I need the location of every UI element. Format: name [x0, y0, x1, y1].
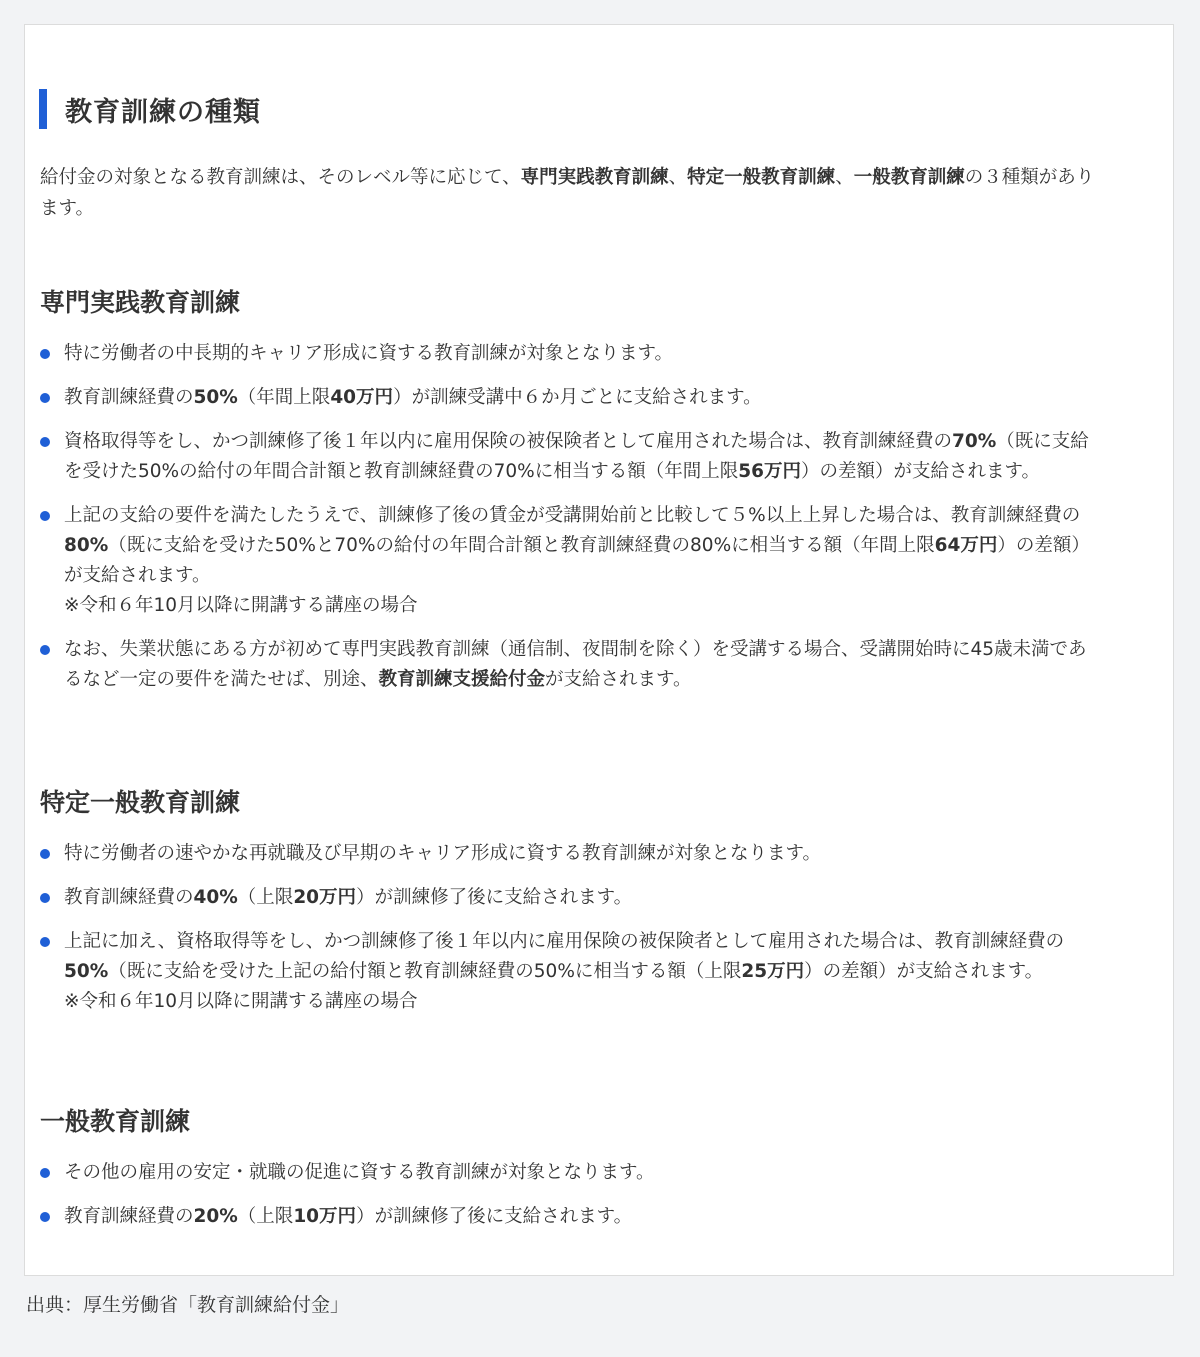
section-heading-tokutei: 特定一般教育訓練	[40, 788, 241, 817]
list-item	[40, 883, 1090, 913]
intro-paragraph	[40, 162, 1100, 224]
list-item-text: ）が訓練修了後に支給されます。	[356, 887, 633, 908]
list-item-text: が支給されます。	[545, 669, 692, 690]
bullet-dot-icon	[40, 849, 50, 859]
list-item	[40, 427, 1090, 487]
list-item	[40, 1202, 1090, 1232]
list-item-bold: 50%	[64, 961, 109, 982]
intro-text: 、	[668, 167, 688, 188]
heading-accent-bar	[39, 89, 47, 129]
list-item-text: （既に支給を受けた上記の給付額と教育訓練経費の50%に相当する額（上限	[108, 961, 742, 982]
bullet-dot-icon	[40, 511, 50, 521]
list-item-text: ）の差額）が支給されます。	[804, 961, 1044, 982]
section-heading-ippan: 一般教育訓練	[40, 1107, 191, 1136]
list-item-note: ※令和６年10月以降に開講する講座の場合	[64, 595, 418, 616]
list-item-text: （年間上限	[237, 387, 331, 408]
list-item-text: 特に労働者の速やかな再就職及び早期のキャリア形成に資する教育訓練が対象となります。	[64, 843, 822, 864]
list-item-text: ）が訓練受講中６か月ごとに支給されます。	[393, 387, 762, 408]
list-item-bold: 20%	[193, 1206, 238, 1227]
list-item-text: （上限	[237, 887, 294, 908]
bullet-dot-icon	[40, 349, 50, 359]
list-item-bold: 56万円	[738, 461, 801, 482]
list-item-text: 教育訓練経費の	[64, 387, 194, 408]
list-item	[40, 383, 1090, 413]
list-item-text: （既に支給を受けた50%と70%の給付の年間合計額と教育訓練経費の80%に相当する額（年間上限	[108, 535, 935, 556]
bullet-dot-icon	[40, 893, 50, 903]
list-item	[40, 339, 1090, 369]
list-item-text: 特に労働者の中長期的キャリア形成に資する教育訓練が対象となります。	[64, 343, 674, 364]
list-item-text: （上限	[237, 1206, 294, 1227]
list-item	[40, 635, 1090, 695]
bullet-dot-icon	[40, 1212, 50, 1222]
list-item-text: 教育訓練経費の	[64, 887, 194, 908]
list-item-text: ）の差額）が支給されます。	[801, 461, 1041, 482]
list-item-bold: 25万円	[741, 961, 805, 982]
list-item	[40, 1158, 1090, 1188]
bullet-dot-icon	[40, 1168, 50, 1178]
list-item-text: 上記の支給の要件を満たしたうえで、訓練修了後の賃金が受講開始前と比較して５%以上上昇した場合は、教育訓練経費の	[64, 505, 1081, 526]
list-item	[40, 927, 1090, 1017]
list-item-text: ）が訓練修了後に支給されます。	[356, 1206, 633, 1227]
section-list-ippan	[40, 1158, 1090, 1246]
list-item-bold: 50%	[193, 387, 238, 408]
list-item-bold: 80%	[64, 535, 109, 556]
list-item-bold: 20万円	[293, 887, 357, 908]
bullet-dot-icon	[40, 937, 50, 947]
list-item-bold: 64万円	[934, 535, 998, 556]
list-item-text: ）の差額）が支給されます。	[64, 535, 1090, 586]
section-list-tokutei	[40, 839, 1090, 1031]
list-item-text: その他の雇用の安定・就職の促進に資する教育訓練が対象となります。	[64, 1162, 655, 1183]
list-item-bold: 70%	[952, 431, 997, 452]
intro-text: 、	[835, 167, 854, 188]
list-item-text: 資格取得等をし、かつ訓練修了後１年以内に雇用保険の被保険者として雇用された場合は、教育訓練経費の	[64, 431, 953, 452]
list-item-text: 教育訓練経費の	[64, 1206, 194, 1227]
bullet-dot-icon	[40, 437, 50, 447]
list-item-text: （既に支給を受けた50%の給付の年間合計額と教育訓練経費の70%に相当する額（年間上限	[64, 431, 1089, 482]
list-item	[40, 501, 1090, 621]
intro-bold-term: 一般教育訓練	[853, 167, 965, 188]
intro-text: の３種類があります。	[40, 167, 1095, 219]
intro-bold-term: 特定一般教育訓練	[687, 167, 836, 188]
list-item-text: 上記に加え、資格取得等をし、かつ訓練修了後１年以内に雇用保険の被保険者として雇用された場合は、教育訓練経費の	[64, 931, 1065, 952]
list-item	[40, 839, 1090, 869]
list-item-bold: 教育訓練支援給付金	[378, 669, 546, 690]
source-caption: 出典：厚生労働省「教育訓練給付金」	[26, 1294, 350, 1316]
page-title	[39, 89, 261, 129]
intro-text: 給付金の対象となる教育訓練は、そのレベル等に応じて、	[40, 167, 521, 188]
list-item-bold: 40万円	[330, 387, 394, 408]
content-card	[24, 24, 1174, 1276]
section-list-senmon	[40, 339, 1090, 709]
intro-bold-term: 専門実践教育訓練	[520, 167, 669, 188]
list-item-text: なお、失業状態にある方が初めて専門実践教育訓練（通信制、夜間制を除く）を受講する場合、受講開始時に45歳未満であるなど一定の要件を満たせば、別途、	[64, 639, 1087, 690]
page-title-text: 教育訓練の種類	[65, 96, 261, 128]
bullet-dot-icon	[40, 645, 50, 655]
section-heading-senmon: 専門実践教育訓練	[40, 288, 241, 317]
bullet-dot-icon	[40, 393, 50, 403]
list-item-bold: 40%	[193, 887, 238, 908]
list-item-note: ※令和６年10月以降に開講する講座の場合	[64, 991, 418, 1012]
list-item-bold: 10万円	[293, 1206, 357, 1227]
